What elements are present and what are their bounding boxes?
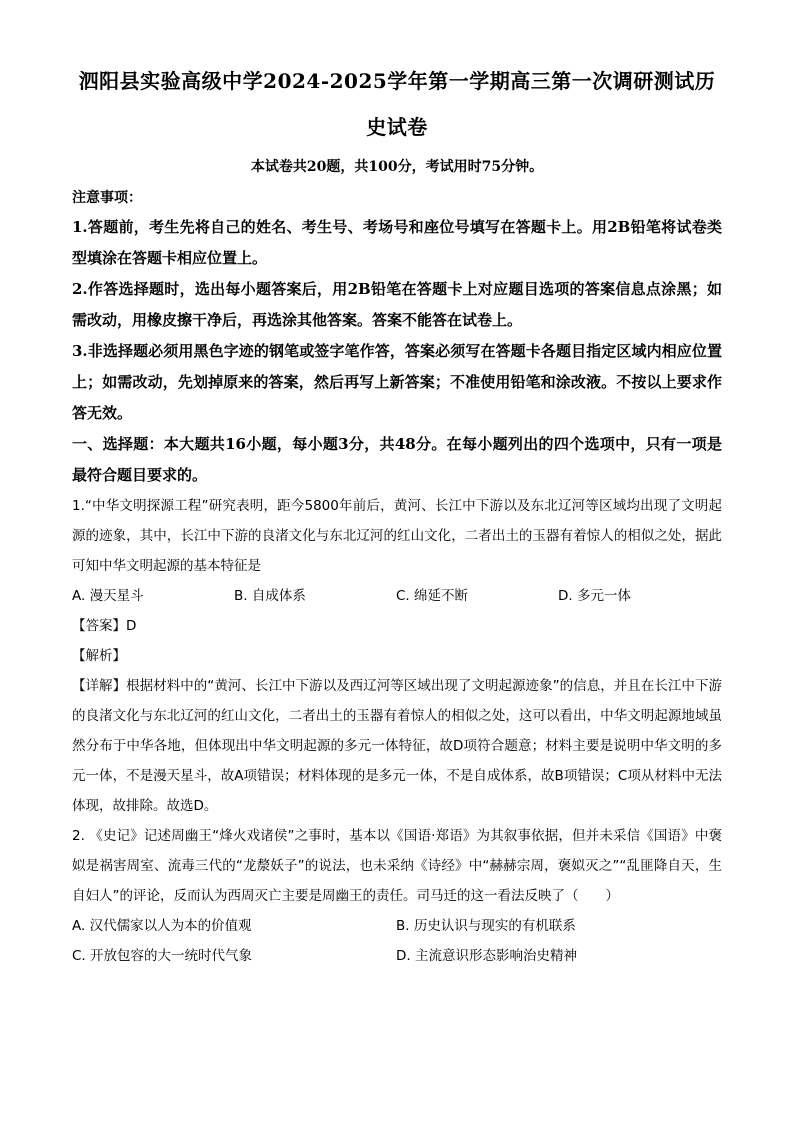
note-item: 2.作答选择题时，选出每小题答案后，用2B铅笔在答题卡上对应题目选项的答案信息点涂黑；如需改动，用橡皮擦干净后，再选涂其他答案。答案不能答在试卷上。 — [72, 280, 722, 329]
answer-label: 【答案】 — [72, 618, 126, 634]
option-b: B. 历史认识与现实的有机联系 — [396, 918, 576, 934]
exam-title: 泗阳县实验高级中学2024-2025学年第一学期高三第一次调研测试历史试卷 — [78, 69, 716, 139]
question-1 — [72, 491, 722, 821]
option-d: D. 主流意识形态影响治史精神 — [396, 948, 577, 964]
answer-detail: 【详解】根据材料中的“黄河、长江中下游以及西辽河等区域出现了文明起源迹象”的信息，并且在长江中下游的良渚文化与东北辽河的红山文化，二者出土的玉器有着惊人的相似之处，这可以看出，中华文明起源地域虽然分布于中华各地，但体现出中华文明起源的多元一体特征，故D项符合题意；材料主要是说明中华文明的多元一体，不是漫天星斗，故A项错误；材料体现的是多元一体，不是自成体系，故B项错误；C项从材料中无法体现，故排除。故选D。 — [72, 678, 722, 814]
exam-subtitle: 本试卷共20题，共100分，考试用时75分钟。 — [250, 159, 544, 175]
question-stem: 2. 《史记》记述周幽王“烽火戏诸侯”之事时，基本以《国语·郑语》为其叙事依据，但并未采信《国语》中褒姒是祸害周室、流毒三代的“龙漦妖子”的说法，也未采纳《诗经》中“赫赫宗周，褒姒灭之”“乱匪降自天，生自妇人”的评论，反而认为西周灭亡主要是周幽王的责任。司马迁的这一看法反映了（ ） — [72, 828, 722, 904]
option-a: A. 汉代儒家以人为本的价值观 — [72, 918, 252, 934]
option-c: C. 开放包容的大一统时代气象 — [72, 948, 253, 964]
answer-line — [72, 611, 722, 641]
note-item: 1.答题前，考生先将自己的姓名、考生号、考场号和座位号填写在答题卡上。用2B铅笔将试卷类型填涂在答题卡相应位置上。 — [72, 218, 722, 267]
section-heading: 一、选择题：本大题共16小题，每小题3分，共48分。在每小题列出的四个选项中，只有一项是最符合题目要求的。 — [72, 435, 722, 484]
exam-page — [72, 58, 722, 971]
question-2 — [72, 821, 722, 971]
note-item: 3.非选择题必须用黑色字迹的钢笔或签字笔作答，答案必须写在答题卡各题目指定区域内相应位置上；如需改动，先划掉原来的答案，然后再写上新答案；不准使用铅笔和涂改液。不按以上要求作答无效。 — [72, 342, 722, 422]
answer-value: D — [126, 618, 137, 634]
option-a: A. 漫天星斗 — [72, 588, 144, 604]
option-c: C. 绵延不断 — [396, 588, 469, 604]
notes-heading: 注意事项： — [72, 190, 142, 206]
analysis-label: 【解析】 — [72, 648, 126, 664]
option-list — [72, 911, 722, 971]
option-b: B. 自成体系 — [234, 588, 306, 604]
question-stem: 1.“中华文明探源工程”研究表明，距今5800年前后，黄河、长江中下游以及东北辽河等区域均出现了文明起源的迹象，其中，长江中下游的良渚文化与东北辽河的红山文化，二者出土的玉器有着惊人的相似之处，据此可知中华文明起源的基本特征是 — [72, 498, 722, 574]
option-list — [72, 581, 722, 611]
option-d: D. 多元一体 — [558, 588, 631, 604]
